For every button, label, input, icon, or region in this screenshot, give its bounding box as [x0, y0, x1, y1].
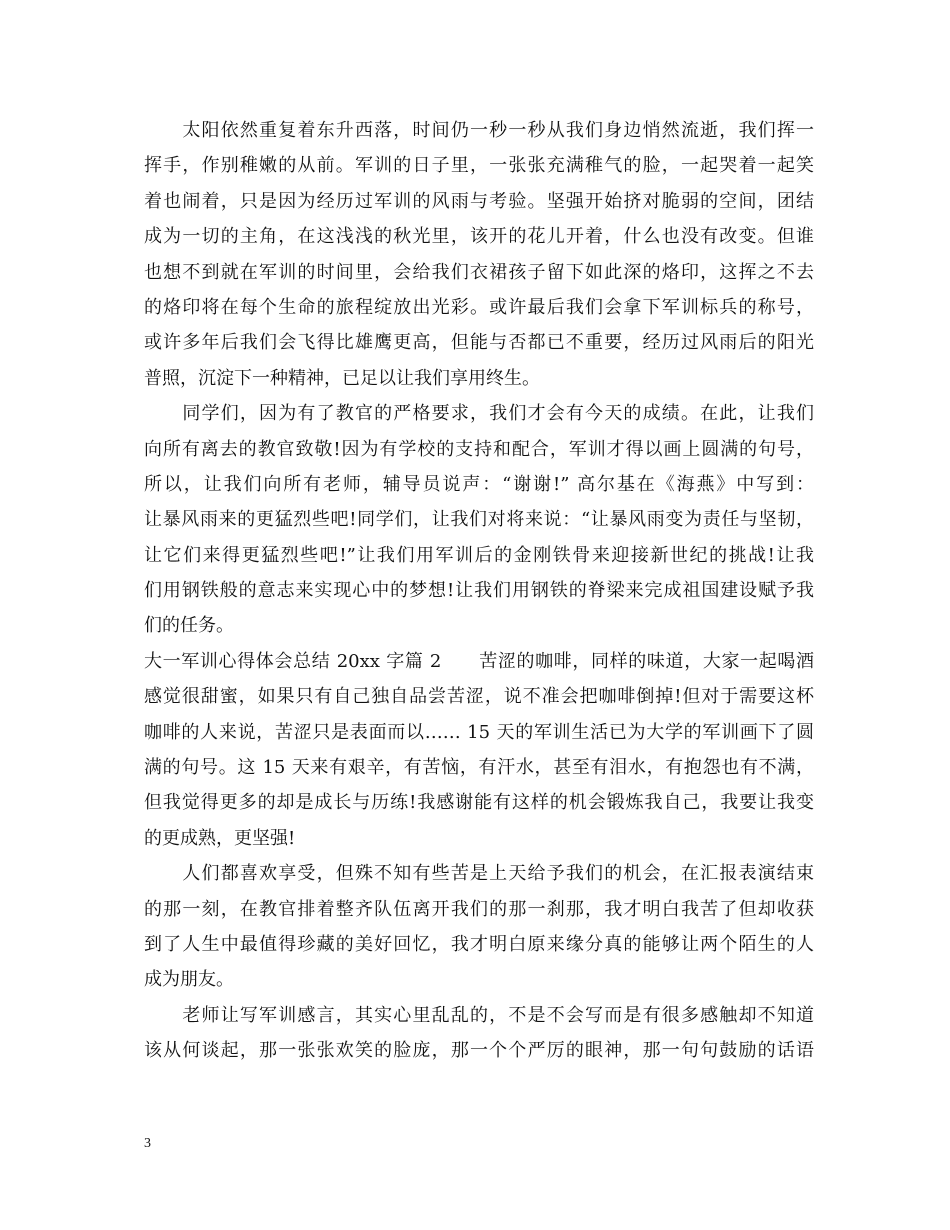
- text-line: 同学们，因为有了教官的严格要求，我们才会有今天的成绩。在此，让我们: [144, 403, 814, 425]
- text-line: 但我觉得更多的却是成长与历练!我感谢能有这样的机会锻炼我自己，我要让我变: [144, 792, 814, 814]
- text-line: 咖啡的人来说，苦涩只是表面而以…… 15 天的军训生活已为大学的军训画下了圆: [144, 721, 814, 743]
- text-line: 的那一刻，在教官排着整齐队伍离开我们的那一刹那，我才明白我苦了但却收获: [144, 898, 814, 920]
- text-line: 感觉很甜蜜，如果只有自己独自品尝苦涩，说不准会把咖啡倒掉!但对于需要这杯: [144, 686, 814, 708]
- text-line: 们的任务。: [144, 615, 234, 637]
- text-line: 普照，沉淀下一种精神，已足以让我们享用终生。: [144, 367, 540, 389]
- text-line: 也想不到就在军训的时间里，会给我们衣裙孩子留下如此深的烙印，这挥之不去: [144, 261, 814, 283]
- text-line: 的更成熟，更坚强!: [144, 827, 296, 849]
- text-line: 老师让写军训感言，其实心里乱乱的，不是不会写而是有很多感触却不知道: [144, 1004, 814, 1026]
- text-line: 成为朋友。: [144, 969, 234, 991]
- text-line: 让暴风雨来的更猛烈些吧!同学们，让我们对将来说：“让暴风雨变为责任与坚韧，: [144, 509, 814, 531]
- text-line: 该从何谈起，那一张张欢笑的脸庞，那一个个严厉的眼神，那一句句鼓励的话语: [144, 1040, 814, 1062]
- text-line: 成为一切的主角，在这浅浅的秋光里，该开的花儿开着，什么也没有改变。但谁: [144, 226, 814, 248]
- text-line: 人们都喜欢享受，但殊不知有些苦是上天给予我们的机会，在汇报表演结束: [144, 863, 814, 885]
- body-text: [144, 113, 814, 1069]
- page-number: 3: [144, 1136, 151, 1151]
- text-line: 的烙印将在每个生命的旅程绽放出光彩。或许最后我们会拿下军训标兵的称号，: [144, 296, 814, 318]
- text-line: 向所有离去的教官致敬!因为有学校的支持和配合，军训才得以画上圆满的句号，: [144, 438, 814, 460]
- text-line: 着也闹着，只是因为经历过军训的风雨与考验。坚强开始挤对脆弱的空间，团结: [144, 190, 814, 212]
- text-line: 挥手，作别稚嫩的从前。军训的日子里，一张张充满稚气的脸，一起哭着一起笑: [144, 155, 814, 177]
- text-line: 满的句号。这 15 天来有艰辛，有苦恼，有汗水，甚至有泪水，有抱怨也有不满，: [144, 757, 814, 779]
- text-line: 所以，让我们向所有老师，辅导员说声：“谢谢!” 高尔基在《海燕》中写到：: [144, 473, 814, 495]
- text-line: 们用钢铁般的意志来实现心中的梦想!让我们用钢铁的脊梁来完成祖国建设赋予我: [144, 580, 814, 602]
- section-heading-line: 大一军训心得体会总结 20xx 字篇 2 苦涩的咖啡，同样的味道，大家一起喝酒: [144, 650, 814, 672]
- text-line: 或许多年后我们会飞得比雄鹰更高，但能与否都已不重要，经历过风雨后的阳光: [144, 332, 814, 354]
- text-line: 让它们来得更猛烈些吧!”让我们用军训后的金刚铁骨来迎接新世纪的挑战!让我: [144, 544, 814, 566]
- text-line: 到了人生中最值得珍藏的美好回忆，我才明白原来缘分真的能够让两个陌生的人: [144, 933, 814, 955]
- text-line: 太阳依然重复着东升西落，时间仍一秒一秒从我们身边悄然流逝，我们挥一: [144, 120, 814, 141]
